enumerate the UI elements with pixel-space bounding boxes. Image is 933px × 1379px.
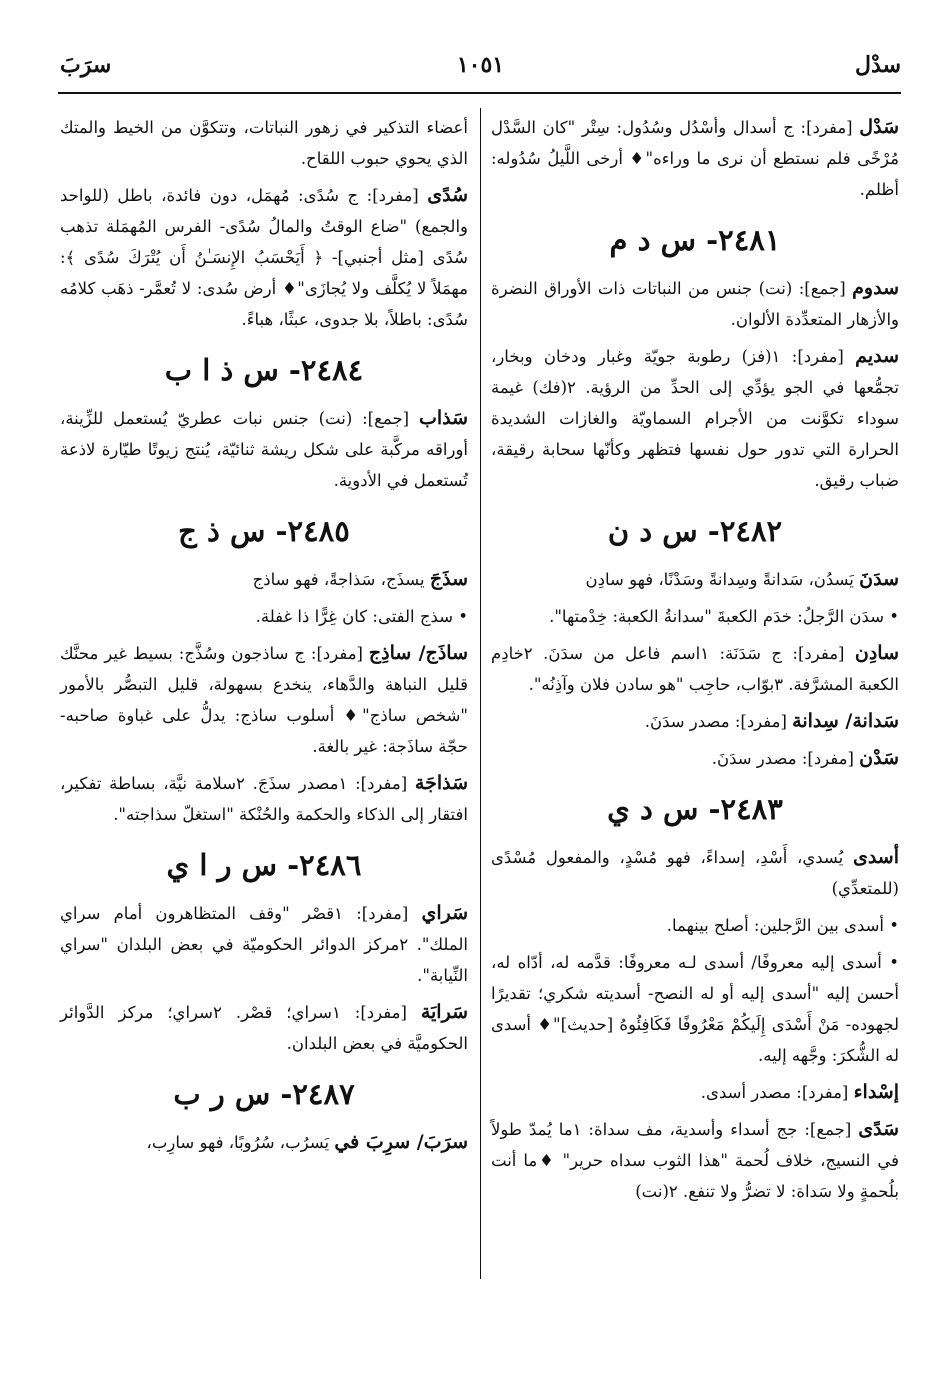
root-heading-2482: ٢٤٨٢- س د ن bbox=[607, 514, 783, 548]
sub-entry: • سذج الفتى: كان غِرًّا ذا غفلة. bbox=[255, 607, 468, 626]
entry-sadim bbox=[491, 341, 899, 496]
page-number: ١٠٥١ bbox=[456, 52, 505, 78]
definition: [جمع]: (نت) جنس من النباتات ذات الأوراق النضرة والأزهار المتعدِّدة الألوان. bbox=[491, 279, 899, 329]
headword: إسْداء bbox=[853, 1081, 899, 1103]
headword: سُدًى bbox=[427, 184, 468, 206]
headword: سرَبَ/ سرِبَ في bbox=[334, 1131, 468, 1153]
root-heading-2486: ٢٤٨٦- س ر ا ي bbox=[166, 848, 362, 882]
entry-saray bbox=[60, 898, 468, 991]
entry-suda bbox=[60, 180, 468, 335]
entry-sadhab bbox=[60, 403, 468, 496]
definition: [مفرد]: مصدر أسدى. bbox=[700, 1083, 854, 1102]
definition: [مفرد]: ج سَدَنَة: ١اسم فاعل من سدَنَ. ٢خادِم الكعبة المشرَّفة. ٣بوّاب، حاجِب "هو سادن فلان وآذِنُه". bbox=[491, 644, 899, 694]
headword: أسدى bbox=[852, 846, 899, 868]
page-header bbox=[60, 52, 901, 92]
header-last-word: سرَبَ bbox=[60, 52, 112, 78]
definition: [جمع]: (نت) جنس نبات عطريّ يُستعمل للزِّينة، أوراقه مركَّبة على شكل ريشة ثنائيّة، يُنتج زيوتًا طيّارة لاذعة تُستعمل في الأدوية. bbox=[60, 409, 468, 490]
root-heading-2484: ٢٤٨٤- س ذ ا ب bbox=[164, 353, 364, 387]
headword: سَرايَة bbox=[420, 1001, 468, 1023]
header-first-word: سدْل bbox=[855, 52, 901, 78]
definition: [مفرد]: ١قصْر "وقف المتظاهرون أمام سراي الملك". ٢مركز الدوائر الحكوميّة في بعض البلدان "سراي النِّيابة". bbox=[60, 904, 468, 985]
definition: [مفرد]: ١مصدر سذَجَ. ٢سلامة نيَّة، بساطة تفكير، افتقار إلى الذكاء والحكمة والحُنْكة "استغلّ سذاجته". bbox=[60, 774, 468, 824]
root-heading-2481: ٢٤٨١- س د م bbox=[609, 223, 781, 257]
entry-sidana bbox=[491, 706, 899, 737]
definition: [مفرد]: ج سُدًى: مُهمَل، دون فائدة، باطل (للواحد والجمع) "ضاع الوقتُ والمالُ سُدًى- الفرس المُهمَلة تذهب سُدًى [مثل أجنبي]- ﴿ أَيَحْسَبُ الإِنسَـٰنُ أَن يُتْرَكَ سُدًى ﴾: مهمَلاً لا يُكلَّف ولا يُجازَى"♦ أرض سُدى: لا تُعمَّر- ذهَب كلامُه سُدًى: باطلاً، بلا جدوى، عبثًا، هباءً. bbox=[60, 186, 468, 329]
entry-sadl bbox=[491, 112, 899, 205]
definition: [مفرد]: مصدر سدَنَ. bbox=[711, 749, 860, 768]
headword: سَدْل bbox=[859, 116, 899, 138]
root-heading-2483: ٢٤٨٣- س د ي bbox=[607, 792, 783, 826]
sub-entry: • أسدى إليه معروفًا/ أسدى لـه معروفًا: قدَّمه له، أدّاه له، أحسن إليه "أسدى إليه أو له النصح- أسديته شكري؛ تقديرًا لجهوده- مَنْ أَسْدَى إِلَيكُمْ مَعْرُوفًا فَكَافِئُوهُ [حديث]"♦ أسدى له الشُّكرَ: وجَّهه إليه. bbox=[491, 953, 899, 1065]
sub-entry: • أسدى بين الرَّجلين: أصلح بينهما. bbox=[666, 916, 899, 935]
sub-entry: • سدَن الرَّجلُ: خدَم الكعبةَ "سدانةُ الكعبة: خِدْمتها". bbox=[549, 607, 899, 626]
entry-sadhij bbox=[60, 638, 468, 762]
entry-sadn bbox=[491, 743, 899, 774]
entry-asda bbox=[491, 842, 899, 904]
root-heading-2485: ٢٤٨٥- س ذ ج bbox=[178, 514, 350, 548]
entry-sada bbox=[491, 1114, 899, 1207]
right-column bbox=[491, 112, 899, 1213]
definition: [مفرد]: ١(فز) رطوبة جويّة وغبار ودخان وبخار، تجمُّعها في الجو يؤدِّي إلى الحدِّ من الرؤية. ٢(فك) غيمة سوداء تكوَّنت من الأجرام السماويّة والغازات الشديدة الحرارة التي تدور حول نفسها فتظهر وكأنّها سحابة رقيقة، ضباب رقيق. bbox=[491, 347, 900, 490]
headword: سَذاب bbox=[418, 407, 468, 429]
definition: يَسدُن، سَدانةً وسِدانةً وسَدْنًا، فهو سادِن bbox=[585, 570, 860, 589]
entry-saraba bbox=[60, 1127, 468, 1158]
column-divider bbox=[480, 108, 481, 1279]
headword: ساذَج/ ساذِج bbox=[368, 642, 468, 664]
entry-sadhuja bbox=[60, 564, 468, 595]
definition: يَسرُب، سُرُوبًا، فهو سارِب، bbox=[146, 1133, 335, 1152]
headword: سادِن bbox=[854, 642, 900, 664]
headword: سدَنَ bbox=[859, 568, 899, 590]
definition: [مفرد]: ج أسدال وأسْدُل وسُدُول: سِتْر "كان السَّدْل مُرْخًى فلم نستطع أن نرى ما وراءه"♦ أرخى اللَّيلُ سُدُوله: أظلم. bbox=[491, 118, 899, 199]
headword: سذَجَ bbox=[429, 568, 468, 590]
headword: سَدْن bbox=[859, 747, 899, 769]
entry-sadhaja bbox=[60, 768, 468, 830]
headword: سَدانة/ سِدانة bbox=[792, 710, 899, 732]
headword: سديم bbox=[855, 345, 899, 367]
headword: سدوم bbox=[852, 277, 899, 299]
definition: [مفرد]: مصدر سدَنَ. bbox=[644, 712, 793, 731]
header-rule bbox=[58, 92, 901, 94]
continued-definition: أعضاء التذكير في زهور النباتات، وتتكوَّن من الخيط والمتك الذي يحوي حبوب اللقاح. bbox=[60, 118, 468, 168]
definition: [مفرد]: ١سراي؛ قصْر. ٢سراي؛ مركز الدَّوائر الحكوميَّة في بعض البلدان. bbox=[60, 1003, 468, 1053]
entry-sadana bbox=[491, 564, 899, 595]
headword: سَذاجَة bbox=[414, 772, 468, 794]
definition: يسذَج، سَذاجةً، فهو ساذج bbox=[252, 570, 430, 589]
entry-saraya bbox=[60, 997, 468, 1059]
entry-sadin bbox=[491, 638, 899, 700]
left-column bbox=[60, 112, 468, 1164]
entry-sudum bbox=[491, 273, 899, 335]
entry-isda bbox=[491, 1077, 899, 1108]
definition: يُسدي، أَسْدِ، إسداءً، فهو مُسْدٍ، والمفعول مُسْدًى (للمتعدِّي) bbox=[491, 848, 899, 898]
definition: [مفرد]: ج ساذجون وسُذَّج: بسيط غير محنَّك قليل النباهة والدَّهاء، ينخدع بسهولة، قليل التبصُّر بالأمور "شخص ساذج"♦ أسلوب ساذج: يدلُّ على غباوة صاحبه- حجّة ساذَجة: غير بالغة. bbox=[60, 644, 468, 756]
headword: سَراي bbox=[421, 902, 469, 924]
definition: [جمع]: جج أسداء وأسدية، مف سداة: ١ما يُمدّ طولاً في النسيج، خلاف لُحمة "هذا الثوب سداه حرير" ♦ما أنت بلُحمةٍ ولا سَداة: لا تضرُّ ولا تنفع. ٢(نت) bbox=[491, 1120, 899, 1201]
root-heading-2487: ٢٤٨٧- س ر ب bbox=[173, 1077, 355, 1111]
headword: سَدًى bbox=[858, 1118, 899, 1140]
